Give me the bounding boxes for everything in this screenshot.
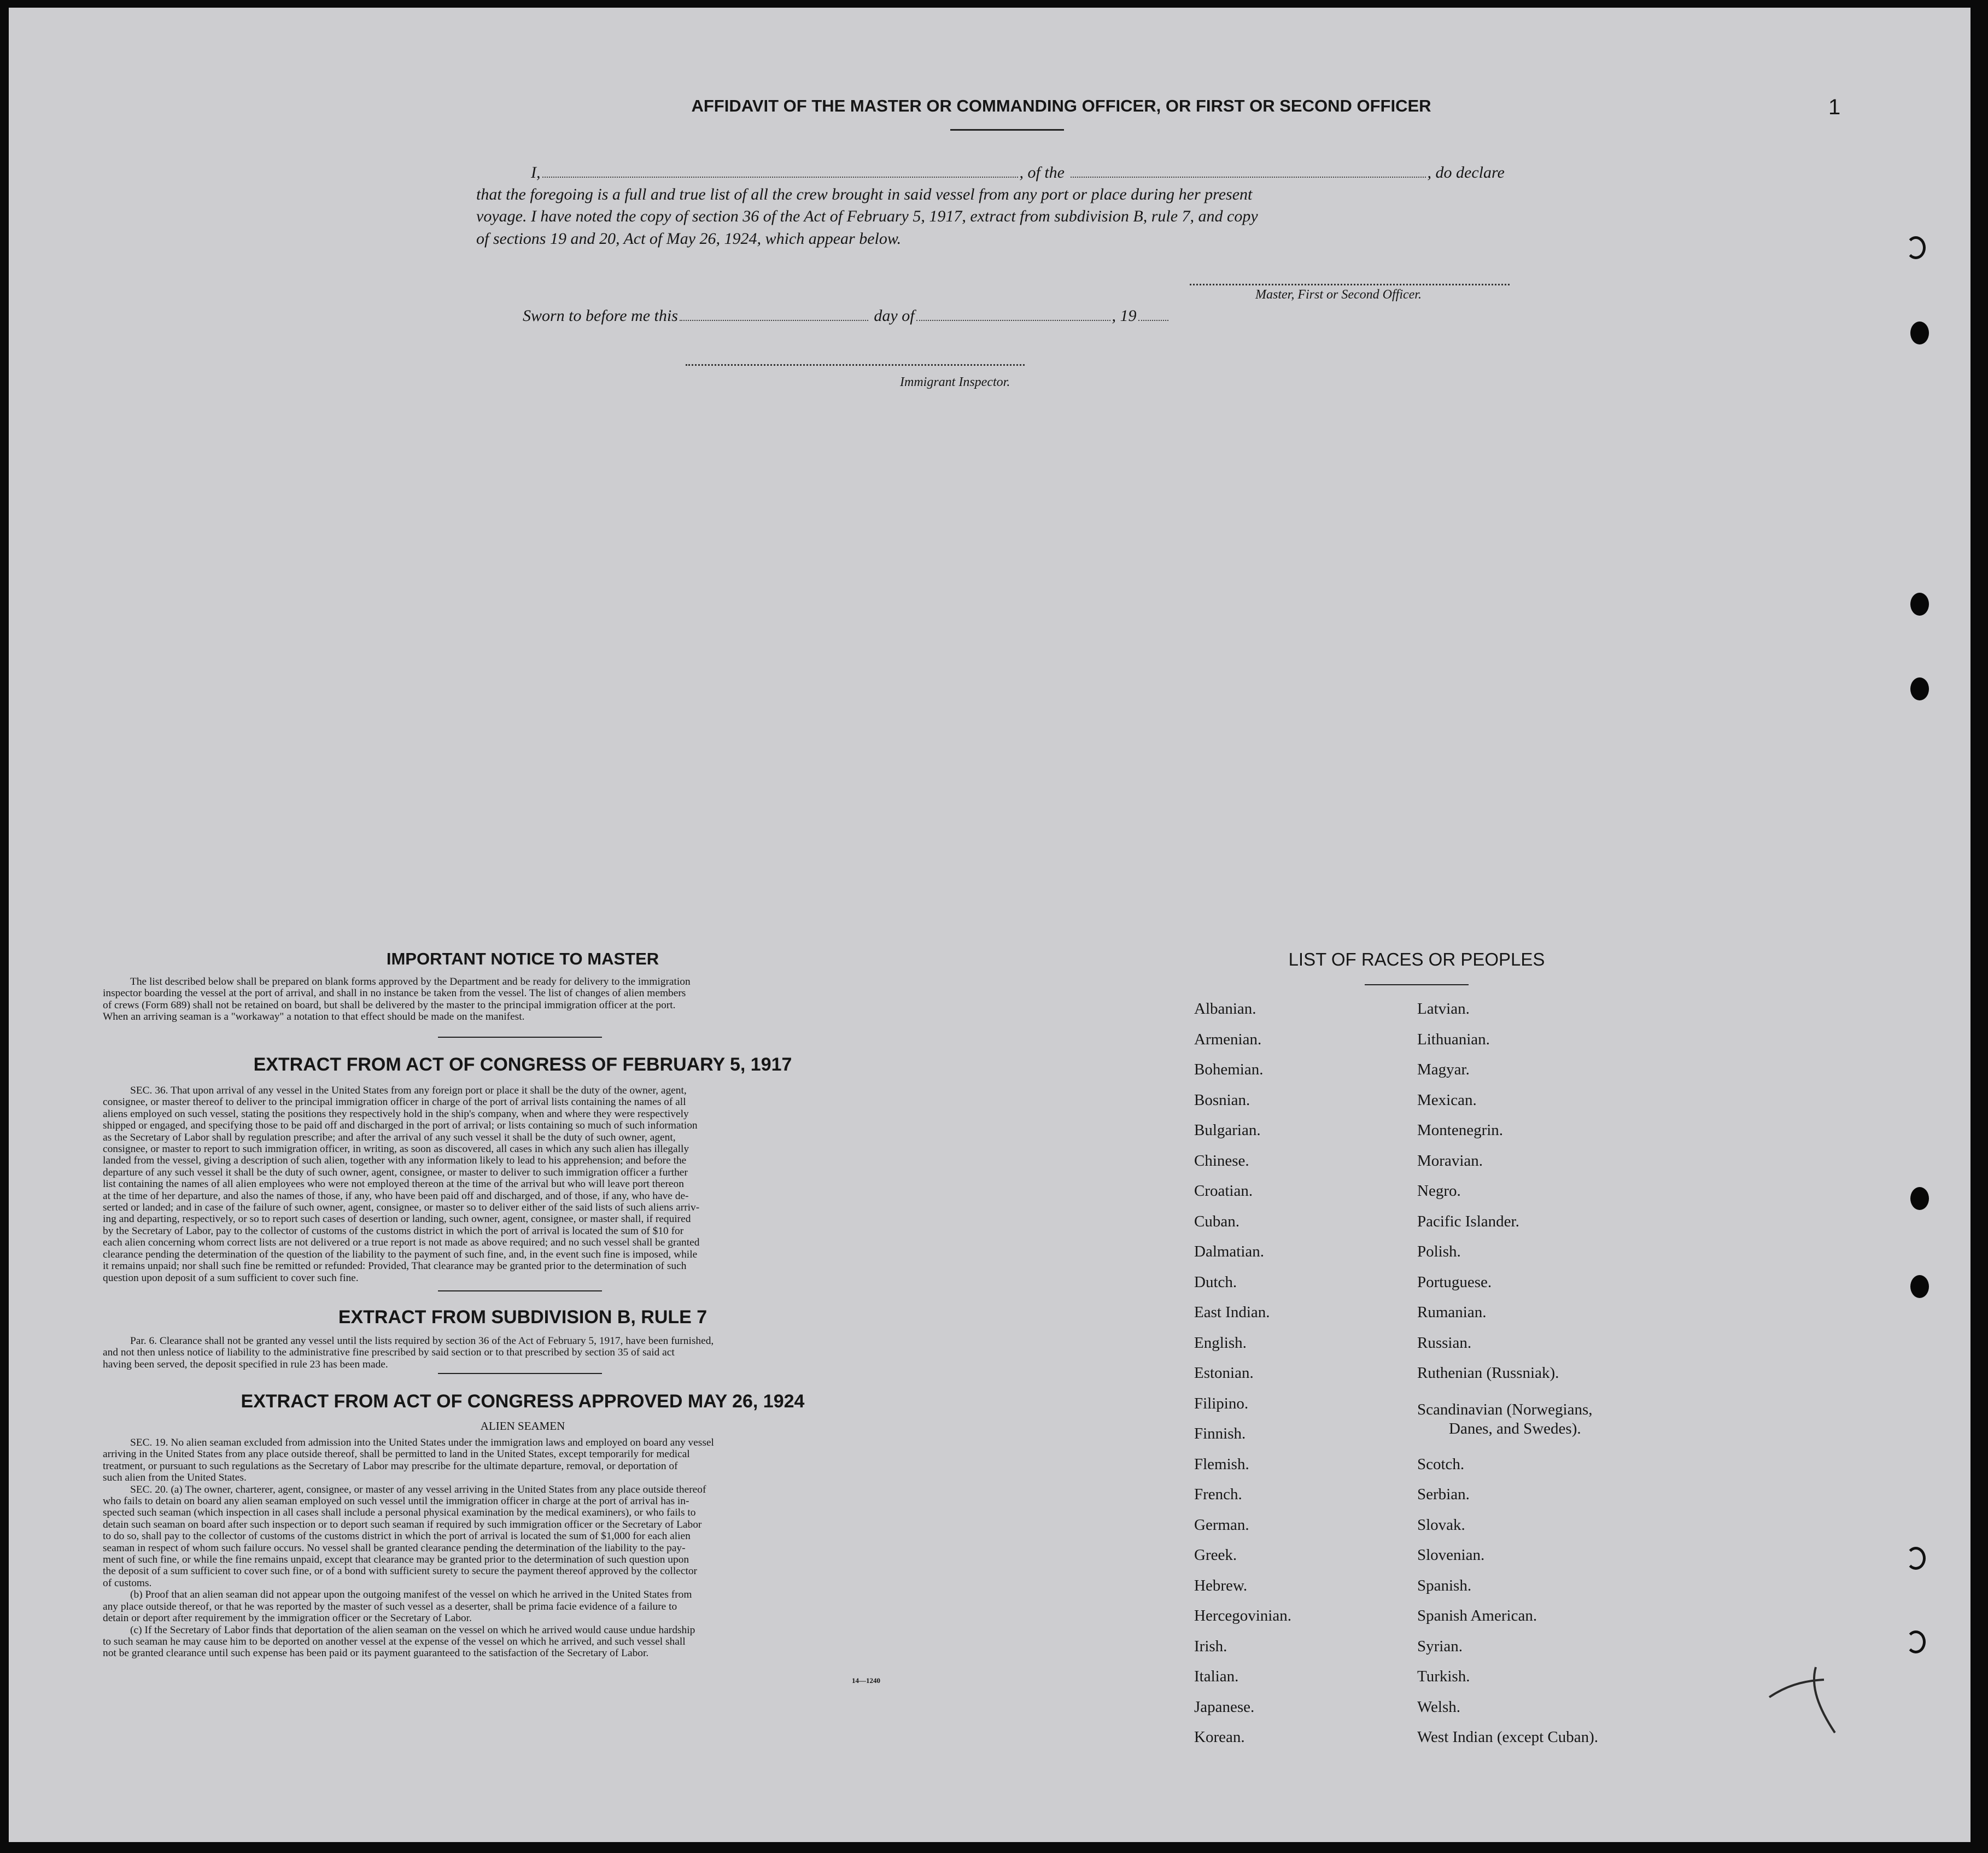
extract-rule7-line: and not then unless notice of liability to the administrative fine prescribed by said section or to that prescribed by section 35 of said act xyxy=(103,1347,675,1359)
title-divider xyxy=(950,129,1064,131)
declaration-do-declare-label: , do declare xyxy=(1427,163,1505,182)
race-item: Scandinavian (Norwegians, xyxy=(1417,1401,1593,1418)
inspector-signature-line[interactable] xyxy=(686,364,1025,366)
notice-title: IMPORTANT NOTICE TO MASTER xyxy=(386,949,659,968)
race-item: Greek. xyxy=(1194,1546,1237,1564)
race-item: Korean. xyxy=(1194,1728,1245,1746)
extract-1924-line: (b) Proof that an alien seaman did not appear upon the outgoing manifest of the vessel on which he arrived in the United States from xyxy=(130,1589,692,1601)
form-number: 14—1240 xyxy=(852,1676,880,1685)
name-field[interactable] xyxy=(542,177,1018,178)
notice-line: When an arriving seaman is a "workaway" a notation to that effect should be made on the manifest. xyxy=(103,1011,525,1023)
race-item: Latvian. xyxy=(1417,1000,1470,1018)
race-item: Danes, and Swedes). xyxy=(1449,1420,1581,1437)
extract-1917-line: aliens employed on such vessel, stating the positions they respectively hold in the ship's company, when and where they were respectively xyxy=(103,1108,689,1120)
binder-hole xyxy=(1910,677,1929,700)
binder-hole xyxy=(1910,1187,1929,1210)
race-item: Scotch. xyxy=(1417,1455,1465,1473)
extract-1917-line: it remains unpaid; nor shall such fine be remitted or refunded: Provided, That clearance may be granted prior to the determination of such xyxy=(103,1260,687,1272)
race-item: Filipino. xyxy=(1194,1394,1249,1412)
vessel-field[interactable] xyxy=(1071,177,1426,178)
binder-hole xyxy=(1910,593,1929,616)
race-item: Chinese. xyxy=(1194,1151,1249,1170)
sworn-year-field[interactable] xyxy=(1138,320,1168,321)
extract-1917-line: clearance pending the determination of the question of the liability to the payment of such fine, and, in the event such fine is imposed, while xyxy=(103,1248,698,1260)
binder-hole xyxy=(1910,1275,1929,1298)
extract-1924-line: such alien from the United States. xyxy=(103,1472,247,1484)
extract-1924-line: (c) If the Secretary of Labor finds that deportation of the alien seaman on the vessel on which he arrived would cause undue hardship xyxy=(130,1624,695,1636)
race-item: Armenian. xyxy=(1194,1030,1262,1048)
extract-1917-line: as the Secretary of Labor shall by regulation prescribe; and after the arrival of any such vessel it shall be the duty of such owner, agent, xyxy=(103,1131,676,1143)
race-item: East Indian. xyxy=(1194,1303,1270,1321)
section-divider xyxy=(438,1373,602,1374)
sworn-year: , 19 xyxy=(1112,307,1137,325)
race-item: Portuguese. xyxy=(1417,1273,1492,1291)
race-item: Hebrew. xyxy=(1194,1576,1248,1594)
extract-rule7-title: EXTRACT FROM SUBDIVISION B, RULE 7 xyxy=(338,1307,708,1328)
notice-text xyxy=(103,976,934,1023)
extract-1924-line: of customs. xyxy=(103,1577,152,1589)
race-item: Slovenian. xyxy=(1417,1546,1485,1564)
race-item: Estonian. xyxy=(1194,1364,1254,1382)
page-number: 1 xyxy=(1828,95,1841,119)
extract-1917-line: by the Secretary of Labor, pay to the collector of customs of the customs district in which the port of arrival is located the sum of $10 for xyxy=(103,1225,684,1237)
sworn-prefix: Sworn to before me this xyxy=(523,307,678,325)
race-item: Lithuanian. xyxy=(1417,1030,1490,1048)
notice-line: The list described below shall be prepared on blank forms approved by the Department and be ready for delivery to the immigration xyxy=(130,976,691,987)
race-item: Finnish. xyxy=(1194,1425,1246,1442)
races-title: LIST OF RACES OR PEOPLES xyxy=(1288,949,1545,969)
extract-1924-line: spected such seaman (which inspection in all cases shall include a personal physical examination by the medical examiners), or who fails to xyxy=(103,1507,696,1519)
race-item: French. xyxy=(1194,1486,1242,1503)
binder-hole xyxy=(1906,1547,1926,1570)
extract-1917-line: ing and departing, respectively, or so to report such cases of desertion or landing, such owner, agent, consignee, or master shall, if required xyxy=(103,1213,691,1225)
race-item: Slovak. xyxy=(1417,1516,1465,1534)
extract-1924-line: seaman in respect of whom such failure occurs. No vessel shall be granted clearance pending the determination of the liability to the pay- xyxy=(103,1542,686,1554)
race-item: Rumanian. xyxy=(1417,1303,1487,1321)
race-item: Italian. xyxy=(1194,1668,1239,1685)
extract-1924-line: treatment, or pursuant to such regulations as the Secretary of Labor may prescribe for the ultimate departure, removal, or deportation of xyxy=(103,1460,678,1472)
extract-1917-line: list containing the names of all alien employees who were not employed thereon at the time of the arrival but who will leave port thereon xyxy=(103,1178,684,1190)
race-item: Japanese. xyxy=(1194,1698,1255,1716)
sworn-day-field[interactable] xyxy=(680,320,868,321)
declaration-line-1 xyxy=(531,162,1505,184)
race-item: Hercegovinian. xyxy=(1194,1607,1291,1624)
sworn-line xyxy=(523,307,1170,325)
race-item: Serbian. xyxy=(1417,1486,1470,1503)
inspector-label: Immigrant Inspector. xyxy=(900,375,1010,389)
extract-1917-line: each alien concerning whom correct lists are not delivered or a true report is not made as above required; and no such vessel shall be granted xyxy=(103,1237,700,1249)
race-item: Irish. xyxy=(1194,1637,1227,1655)
extract-1924-line: any place outside thereof, or that he was reported by the master of such vessel as a deserter, shall be prima facie evidence of a failure to xyxy=(103,1600,677,1612)
master-signature-line[interactable] xyxy=(1190,284,1510,285)
race-item: Albanian. xyxy=(1194,1000,1256,1018)
race-item: Pacific Islander. xyxy=(1417,1212,1519,1230)
binder-hole xyxy=(1906,1630,1926,1653)
extract-1924-line: ment of such fine, or while the fine remains unpaid, except that clearance may be granted prior to the determination of such question upon xyxy=(103,1554,689,1566)
race-item: Dutch. xyxy=(1194,1273,1237,1291)
extract-1924-line: SEC. 20. (a) The owner, charterer, agent, consignee, or master of any vessel arriving in the United States from any place outside thereof xyxy=(130,1483,706,1495)
race-item: Bohemian. xyxy=(1194,1061,1264,1078)
race-item: West Indian (except Cuban). xyxy=(1417,1728,1599,1746)
race-item: Mexican. xyxy=(1417,1091,1477,1109)
notice-line: inspector boarding the vessel at the port of arrival, and shall in no instance be taken from the vessel. The list of changes of alien members xyxy=(103,987,686,999)
extract-1924-line: to such seaman he may cause him to be deported on another vessel at the expense of the vessel on which he arrived, and such vessel shall xyxy=(103,1635,686,1647)
sworn-day-of: day of xyxy=(874,307,915,325)
race-item: Cuban. xyxy=(1194,1212,1239,1230)
race-item: Russian. xyxy=(1417,1334,1472,1352)
race-item: Flemish. xyxy=(1194,1455,1249,1473)
extract-1917-line: shipped or engaged, and specifying those to be paid off and discharged in the port of arrival; or lists containing so much of such information xyxy=(103,1120,698,1132)
extract-1917-line: consignee, or master to report to such immigration officer, in writing, as soon as discovered, all cases in which any such alien has illegally xyxy=(103,1143,689,1155)
race-item: Bosnian. xyxy=(1194,1091,1250,1109)
extract-1917-text xyxy=(103,1085,934,1284)
declaration-i-label: I, xyxy=(531,163,541,182)
extract-rule7-line: having been served, the deposit specified in rule 23 has been made. xyxy=(103,1358,388,1370)
extract-1924-line: not be granted clearance until such expense has been paid or its payment guaranteed to the satisfaction of the Secretary of Labor. xyxy=(103,1647,649,1659)
race-item: Moravian. xyxy=(1417,1151,1483,1170)
handwritten-check-mark xyxy=(1764,1664,1851,1741)
extract-1924-line: arriving in the United States from any place outside thereof, shall be permitted to land in the United States, except temporarily for medical xyxy=(103,1448,690,1460)
race-item: English. xyxy=(1194,1334,1247,1352)
sworn-month-field[interactable] xyxy=(916,320,1110,321)
declaration-line-4: of sections 19 and 20, Act of May 26, 1924, which appear below. xyxy=(476,230,902,248)
extract-1924-line: to do so, shall pay to the collector of customs of the customs district in which the port of arrival is located the sum of $1,000 for each alien xyxy=(103,1530,691,1542)
race-item: German. xyxy=(1194,1516,1249,1534)
race-item: Syrian. xyxy=(1417,1637,1463,1655)
race-item: Ruthenian (Russniak). xyxy=(1417,1364,1559,1382)
extract-1917-line: consignee, or master thereof to deliver to the principal immigration officer in charge of the port of arrival lists containing the names of all xyxy=(103,1096,686,1108)
race-item: Magyar. xyxy=(1417,1061,1470,1078)
extract-1917-line: departure of any such vessel it shall be the duty of such owner, agent, consignee, or master to deliver to such immigration officer a further xyxy=(103,1166,688,1178)
form-sheet xyxy=(9,8,1971,1842)
race-item: Dalmatian. xyxy=(1194,1243,1265,1260)
extract-1917-line: serted or landed; and in case of the failure of such owner, agent, consignee, or master so to deliver either of the said lists of such aliens arriv- xyxy=(103,1202,700,1214)
section-divider xyxy=(438,1037,602,1038)
extract-1917-line: question upon deposit of a sum sufficient to cover such fine. xyxy=(103,1272,359,1284)
section-divider xyxy=(438,1290,602,1291)
extract-1924-line: SEC. 19. No alien seaman excluded from admission into the United States under the immigration laws and employed on board any vessel xyxy=(130,1437,714,1448)
extract-rule7-text xyxy=(103,1335,934,1370)
races-right-column xyxy=(1417,1000,1691,1749)
races-left-column xyxy=(1194,1000,1413,1749)
declaration-line-2: that the foregoing is a full and true list of all the crew brought in said vessel from any port or place during her present xyxy=(476,185,1253,203)
race-item: Croatian. xyxy=(1194,1182,1253,1200)
race-item: Welsh. xyxy=(1417,1698,1461,1716)
declaration-line-3: voyage. I have noted the copy of section 36 of the Act of February 5, 1917, extract from subdivision B, rule 7, and copy xyxy=(476,207,1258,225)
extract-1917-line: landed from the vessel, giving a description of such alien, together with any information likely to lead to his apprehension; and before the xyxy=(103,1155,687,1167)
affidavit-title: AFFIDAVIT OF THE MASTER OR COMMANDING OFFICER, OR FIRST OR SECOND OFFICER xyxy=(691,96,1431,115)
binder-hole xyxy=(1910,322,1929,344)
extract-1917-line: at the time of her departure, and also the names of those, if any, who have been paid off and discharged, and of those, if any, who have de- xyxy=(103,1190,689,1202)
extract-1924-subtitle: ALIEN SEAMEN xyxy=(480,1419,565,1433)
race-item: Spanish American. xyxy=(1417,1607,1537,1624)
extract-1924-line: detain or deport after requirement by the immigration officer or the Secretary of Labor. xyxy=(103,1612,472,1624)
extract-1917-line: SEC. 36. That upon arrival of any vessel in the United States from any foreign port or place it shall be the duty of the owner, agent, xyxy=(130,1085,687,1096)
notice-line: of crews (Form 689) shall not be retained on board, but shall be delivered by the master to the principal immigration officer at the port. xyxy=(103,999,676,1011)
declaration-of-the-label: , of the xyxy=(1019,163,1065,182)
binder-hole xyxy=(1906,236,1926,259)
race-item: Spanish. xyxy=(1417,1576,1472,1594)
race-item: Montenegrin. xyxy=(1417,1121,1504,1139)
extract-1924-text xyxy=(103,1437,934,1659)
extract-rule7-line: Par. 6. Clearance shall not be granted any vessel until the lists required by section 36 of the Act of February 5, 1917, have been furnished, xyxy=(130,1335,714,1347)
extract-1917-title: EXTRACT FROM ACT OF CONGRESS OF FEBRUARY 5, 1917 xyxy=(253,1054,792,1075)
master-signature-label: Master, First or Second Officer. xyxy=(1255,288,1422,302)
race-item: Negro. xyxy=(1417,1182,1461,1200)
races-divider xyxy=(1365,984,1469,985)
extract-1924-title: EXTRACT FROM ACT OF CONGRESS APPROVED MAY 26, 1924 xyxy=(241,1391,805,1412)
race-item: Polish. xyxy=(1417,1243,1461,1260)
race-item: Turkish. xyxy=(1417,1668,1470,1685)
extract-1924-line: the deposit of a sum sufficient to cover such fine, or of a bond with sufficient surety to secure the payment thereof approved by the collector xyxy=(103,1565,697,1577)
extract-1924-line: detain such seaman on board after such inspection or to deport such seaman if required by such immigration officer or the Secretary of Labor xyxy=(103,1518,702,1530)
race-item: Bulgarian. xyxy=(1194,1121,1261,1139)
extract-1924-line: who fails to detain on board any alien seaman employed on such vessel until the immigration officer in charge at the port of arrival has in- xyxy=(103,1495,689,1507)
